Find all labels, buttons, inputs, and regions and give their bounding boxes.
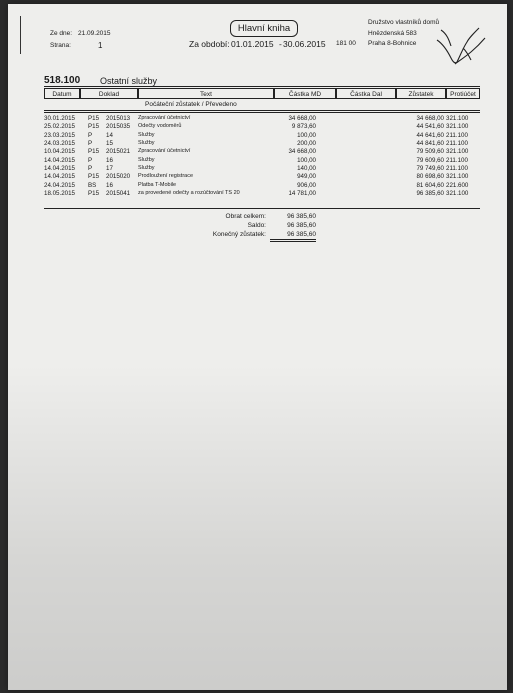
cell-date: 14.04.2015: [44, 165, 75, 173]
cell-text: Zpracování účetnictví: [138, 115, 191, 121]
cell-doc: 16: [106, 156, 113, 164]
cell-md: 906,00: [297, 181, 316, 189]
cell-md: 140,00: [297, 165, 316, 173]
cell-series: P15: [88, 173, 100, 181]
org-street: Hnězdenská 583: [368, 30, 417, 37]
cell-contra: 221.600: [446, 181, 469, 189]
cell-balance: 81 604,60: [416, 181, 444, 189]
cell-date: 30.01.2015: [44, 115, 75, 122]
table-row: [44, 190, 482, 198]
cell-doc: 2015041: [106, 190, 131, 198]
table-row: [44, 123, 482, 131]
saldo-value: 96 385,60: [287, 222, 316, 229]
cell-doc: 15: [106, 140, 113, 148]
cell-doc: 16: [106, 181, 113, 189]
cell-date: 23.03.2015: [44, 131, 75, 139]
period-label: Za období:: [189, 39, 230, 49]
cell-text: Platba T-Mobile: [138, 181, 177, 188]
cell-balance: 79 509,60: [416, 148, 444, 156]
cell-md: 34 668,00: [288, 148, 316, 156]
opening-balance-label: Počáteční zůstatek / Převedeno: [145, 101, 237, 108]
cell-doc: 2015021: [106, 148, 131, 156]
org-city: Praha 8-Bohnice: [368, 40, 417, 47]
cell-text: za provedené odečty a rozúčtování TS 20: [138, 190, 240, 197]
final-underline-2: [270, 241, 316, 242]
final-balance-value: 96 385,60: [287, 231, 316, 238]
col-zustatek: Zůstatek: [396, 88, 446, 99]
cell-md: 14 781,00: [288, 190, 316, 198]
turnover-label: Obrat celkem:: [225, 213, 266, 220]
col-text: Text: [138, 88, 274, 99]
cell-contra: 211.100: [446, 156, 468, 164]
cell-md: 949,00: [297, 173, 316, 181]
cell-series: P15: [88, 148, 100, 156]
col-protiucet: Protiúčet: [446, 88, 480, 99]
cell-series: P15: [88, 123, 100, 131]
table-row: [44, 181, 482, 190]
table-row: [44, 165, 482, 173]
cell-contra: 321.100: [446, 173, 469, 181]
cell-contra: 321.100: [446, 115, 469, 122]
period-to: 30.06.2015: [283, 39, 326, 49]
account-code: 518.100: [44, 75, 81, 86]
cell-balance: 34 668,00: [416, 115, 444, 122]
cell-md: 100,00: [297, 131, 316, 139]
org-name: Družstvo vlastníků domů: [368, 19, 440, 26]
cell-md: 9 873,60: [291, 123, 316, 131]
cell-doc: 17: [106, 165, 113, 173]
cell-doc: 2015013: [106, 115, 131, 122]
cell-contra: 321.100: [446, 148, 469, 156]
turnover-value: 96 385,60: [287, 213, 316, 220]
cell-text: Služby: [138, 131, 155, 138]
account-rule: [44, 86, 480, 87]
opening-rule: [44, 110, 480, 111]
margin-mark: [20, 16, 21, 54]
table-row: [44, 140, 482, 148]
cell-text: Prodloužení registrace: [138, 173, 194, 180]
cell-text: Služby: [138, 156, 155, 163]
signature: [433, 18, 493, 68]
date-value: 21.09.2015: [78, 30, 111, 37]
period-from: 01.01.2015: [231, 39, 274, 49]
cell-date: 24.04.2015: [44, 181, 75, 189]
opening-rule-double: [44, 112, 480, 113]
date-label: Ze dne:: [50, 30, 73, 37]
cell-md: 200,00: [297, 140, 316, 148]
cell-series: P15: [88, 115, 100, 122]
cell-date: 18.05.2015: [44, 190, 75, 198]
cell-balance: 79 749,60: [416, 165, 444, 173]
cell-date: 24.03.2015: [44, 140, 75, 148]
col-dal: Částka Dal: [336, 88, 396, 99]
cell-balance: 79 609,60: [416, 156, 444, 164]
final-balance-label: Konečný zůstatek:: [212, 231, 266, 238]
cell-doc: 14: [106, 131, 113, 139]
cell-date: 14.04.2015: [44, 156, 75, 164]
cell-balance: 96 385,60: [416, 190, 444, 198]
cell-doc: 2015020: [106, 173, 131, 181]
col-doklad: Doklad: [80, 88, 138, 99]
cell-balance: 80 698,60: [416, 173, 444, 181]
cell-md: 34 668,00: [288, 115, 316, 122]
cell-contra: 321.100: [446, 190, 469, 198]
cell-text: Služby: [138, 140, 155, 147]
col-datum: Datum: [44, 88, 80, 99]
cell-series: P: [88, 165, 93, 173]
col-md: Částka MD: [274, 88, 336, 99]
cell-contra: 211.100: [446, 131, 468, 139]
cell-date: 14.04.2015: [44, 173, 75, 181]
cell-balance: 44 841,60: [416, 140, 444, 148]
cell-balance: 44 541,60: [416, 123, 444, 131]
cell-series: P15: [88, 190, 100, 198]
table-row: [44, 173, 482, 181]
table-row: [44, 156, 482, 165]
cell-text: Zpracování účetnictví: [138, 148, 191, 155]
cell-series: P: [88, 131, 93, 139]
cell-date: 10.04.2015: [44, 148, 75, 156]
page-number: 1: [98, 41, 103, 50]
table-row: [44, 115, 482, 123]
cell-text: Služby: [138, 165, 155, 172]
page-label: Strana:: [50, 42, 71, 49]
table-row: [44, 148, 482, 156]
final-underline-1: [270, 239, 316, 240]
cell-date: 25.02.2015: [44, 123, 75, 131]
cell-balance: 44 641,60: [416, 131, 444, 139]
document-title: Hlavní kniha: [230, 20, 298, 37]
cell-series: P: [88, 156, 93, 164]
cell-series: P: [88, 140, 93, 148]
cell-md: 100,00: [297, 156, 316, 164]
ledger-page: [8, 4, 507, 690]
cell-contra: 321.100: [446, 123, 469, 131]
cell-text: Odečty vodoměrů: [138, 123, 182, 130]
saldo-label: Saldo:: [247, 222, 266, 229]
account-name: Ostatní služby: [100, 76, 158, 86]
cell-doc: 2015035: [106, 123, 131, 131]
cell-series: BS: [88, 181, 97, 189]
cell-contra: 211.100: [446, 165, 468, 173]
cell-contra: 211.100: [446, 140, 468, 148]
table-row: [44, 131, 482, 140]
period-separator: -: [279, 39, 282, 49]
postal-code: 181 00: [336, 40, 356, 47]
rows-end-rule: [44, 208, 480, 209]
